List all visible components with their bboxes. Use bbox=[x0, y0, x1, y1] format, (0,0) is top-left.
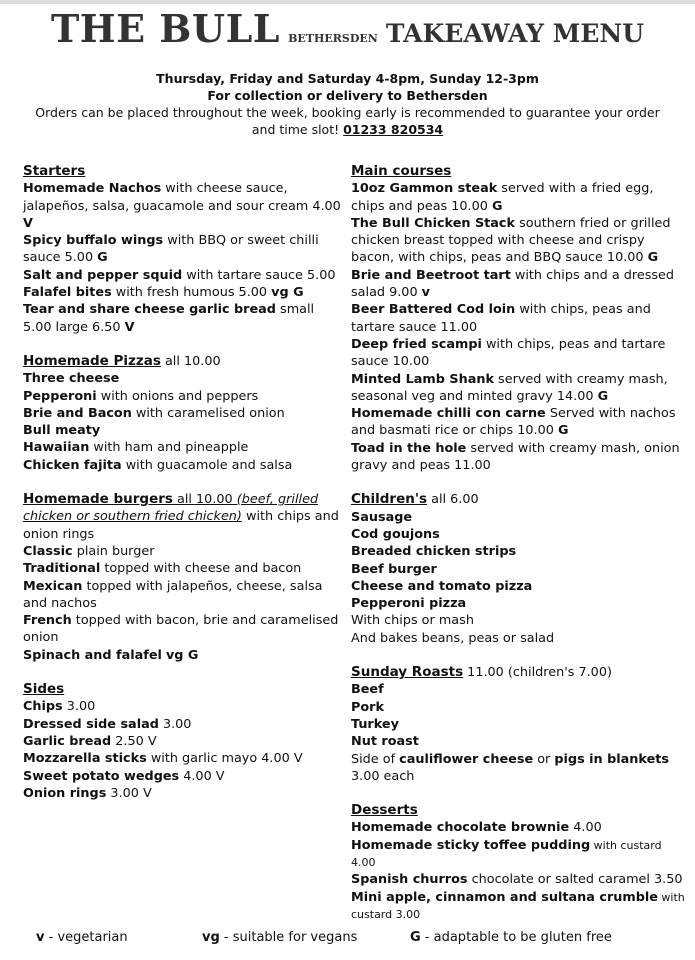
menu-item bbox=[351, 405, 687, 440]
item-description: with BBQ or sweet chilli sauce 5.00 bbox=[23, 233, 319, 266]
menu-title: TAKEAWAY MENU bbox=[385, 19, 645, 48]
intro-block bbox=[0, 70, 695, 138]
item-note: with custard 4.00 bbox=[351, 838, 662, 869]
item-description: topped with bacon, brie and caramelised onion bbox=[23, 613, 339, 646]
item-description: 3.00 V bbox=[106, 785, 152, 801]
item-name: Spinach and falafel bbox=[23, 647, 162, 663]
item-name: Tear and share cheese garlic bread bbox=[23, 302, 276, 318]
legend-text: - vegetarian bbox=[44, 930, 128, 945]
item-name: Falafel bites bbox=[23, 285, 112, 301]
legend-key: G bbox=[410, 930, 421, 945]
legend-gluten-free bbox=[410, 930, 612, 945]
pizzas-title: Homemade Pizzas bbox=[23, 352, 161, 369]
item-name: Pepperoni bbox=[23, 388, 97, 404]
pizzas-price: all 10.00 bbox=[160, 353, 221, 369]
menu-item bbox=[23, 284, 341, 301]
side-price: 3.00 each bbox=[351, 768, 415, 784]
dietary-badge: V bbox=[23, 215, 33, 231]
item-name: Bull meaty bbox=[23, 423, 101, 439]
roasts-list bbox=[351, 681, 687, 750]
menu-item bbox=[351, 371, 687, 406]
menu-item bbox=[351, 699, 687, 716]
legend-text: - adaptable to be gluten free bbox=[420, 930, 612, 945]
burgers-note: (beef, grilled chicken or southern fried chicken) bbox=[23, 492, 319, 525]
menu-item bbox=[351, 681, 687, 698]
item-name: The Bull Chicken Stack bbox=[351, 215, 516, 231]
item-name: Turkey bbox=[351, 716, 399, 732]
item-description: chocolate or salted caramel 3.50 bbox=[467, 872, 683, 888]
dietary-badge: V bbox=[124, 319, 135, 335]
phone-number[interactable]: 01233 820534 bbox=[343, 122, 444, 137]
right-column bbox=[351, 163, 687, 940]
item-name: Beef burger bbox=[351, 561, 437, 577]
item-description: with garlic mayo 4.00 V bbox=[146, 751, 303, 767]
item-description: with onions and peppers bbox=[96, 388, 259, 404]
item-description: with cheese sauce, jalapeños, salsa, guacamole and sour cream 4.00 bbox=[23, 181, 341, 214]
menu-item bbox=[23, 578, 341, 613]
starters-list bbox=[23, 180, 341, 336]
item-description: 2.50 V bbox=[111, 733, 157, 749]
menu-item bbox=[351, 578, 687, 595]
mains-title: Main courses bbox=[351, 163, 452, 179]
item-description: southern fried or grilled chicken breast topped with cheese and crispy bacon, with chips, peas and BBQ sauce 10.00 bbox=[351, 215, 671, 266]
item-description: topped with cheese and bacon bbox=[100, 561, 302, 577]
section-heading bbox=[23, 491, 341, 543]
burgers-list bbox=[23, 543, 341, 664]
dietary-badge: G bbox=[97, 250, 108, 266]
burgers-section bbox=[23, 491, 341, 664]
desserts-list bbox=[351, 819, 687, 923]
mains-section bbox=[351, 163, 687, 474]
item-name: Three cheese bbox=[23, 371, 120, 387]
item-name: Deep fried scampi bbox=[351, 336, 482, 352]
item-name: Classic bbox=[23, 543, 73, 559]
dietary-badge: G bbox=[557, 423, 569, 439]
menu-item bbox=[351, 180, 687, 215]
menu-item bbox=[351, 819, 687, 836]
item-description: plain burger bbox=[72, 543, 155, 559]
menu-item bbox=[351, 889, 687, 924]
menu-item bbox=[351, 543, 687, 560]
left-column bbox=[23, 163, 341, 819]
item-name: Breaded chicken strips bbox=[351, 544, 517, 560]
roasts-price: 11.00 (children's 7.00) bbox=[463, 665, 612, 681]
item-name: Chicken fajita bbox=[23, 457, 122, 473]
item-name: Homemade chilli con carne bbox=[351, 406, 546, 422]
menu-item bbox=[351, 561, 687, 578]
item-name: Cheese and tomato pizza bbox=[351, 578, 533, 594]
menu-item bbox=[23, 768, 341, 785]
menu-item bbox=[351, 595, 687, 612]
dietary-badge: v bbox=[421, 285, 431, 301]
sides-title: Sides bbox=[23, 681, 65, 698]
dietary-badge: vg G bbox=[165, 647, 199, 663]
starters-title: Starters bbox=[23, 163, 86, 179]
item-name: Beef bbox=[351, 682, 384, 698]
legend-vegan bbox=[202, 930, 357, 945]
menu-item bbox=[351, 716, 687, 733]
restaurant-name: THE BULL bbox=[50, 6, 281, 51]
desserts-title: Desserts bbox=[351, 802, 418, 819]
menu-item bbox=[23, 750, 341, 767]
item-description: served with a fried egg, chips and peas 10.00 bbox=[351, 181, 654, 214]
item-name: Hawaiian bbox=[23, 440, 90, 456]
menu-item bbox=[351, 837, 687, 872]
item-name: Brie and Bacon bbox=[23, 405, 132, 421]
menu-item bbox=[23, 698, 341, 715]
roasts-title: Sunday Roasts bbox=[351, 664, 464, 681]
menu-item bbox=[351, 301, 687, 336]
item-description: with chips, peas and tartare sauce 10.00 bbox=[351, 336, 666, 370]
top-divider bbox=[0, 0, 695, 4]
restaurant-location: BETHERSDEN bbox=[288, 32, 378, 45]
item-name: Salt and pepper squid bbox=[23, 267, 183, 283]
item-name: Minted Lamb Shank bbox=[351, 371, 494, 387]
item-description: with chips and a dressed salad 9.00 bbox=[351, 267, 675, 301]
burgers-price: all 10.00 bbox=[172, 492, 233, 508]
dietary-badge: G bbox=[647, 250, 659, 266]
menu-item bbox=[23, 370, 341, 387]
item-name: Homemade Nachos bbox=[23, 181, 162, 197]
side-text: or bbox=[533, 751, 555, 767]
item-name: Sausage bbox=[351, 509, 413, 525]
menu-item bbox=[23, 612, 341, 647]
item-description: topped with jalapeños, cheese, salsa and nachos bbox=[23, 578, 323, 611]
legend-key: v bbox=[36, 930, 45, 945]
legend-text: - suitable for vegans bbox=[219, 930, 358, 945]
item-description: 3.00 bbox=[158, 716, 192, 732]
dietary-badge: G bbox=[491, 198, 503, 214]
menu-item bbox=[351, 871, 687, 888]
side-option: cauliflower cheese bbox=[399, 751, 534, 767]
item-description: with chips, peas and tartare sauce 11.00 bbox=[351, 302, 651, 335]
childrens-list bbox=[351, 509, 687, 613]
childrens-section bbox=[351, 491, 687, 647]
menu-item bbox=[23, 232, 341, 267]
item-description: with guacamole and salsa bbox=[121, 457, 293, 473]
mains-list bbox=[351, 180, 687, 474]
item-name: Mini apple, cinnamon and sultana crumble bbox=[351, 889, 658, 905]
pizzas-section bbox=[23, 353, 341, 474]
menu-item bbox=[23, 180, 341, 232]
item-description: with tartare sauce 5.00 bbox=[182, 267, 336, 283]
item-name: Spicy buffalo wings bbox=[23, 233, 164, 249]
item-description: served with creamy mash, onion gravy and peas 11.00 bbox=[351, 440, 680, 474]
menu-item bbox=[23, 457, 341, 474]
item-description: served with creamy mash, seasonal veg and minted gravy 14.00 bbox=[351, 371, 668, 404]
pizzas-list bbox=[23, 370, 341, 474]
childrens-price: all 6.00 bbox=[427, 492, 479, 508]
item-name: Dressed side salad bbox=[23, 716, 159, 732]
item-name: Nut roast bbox=[351, 734, 419, 750]
menu-item bbox=[351, 509, 687, 526]
menu-item bbox=[351, 440, 687, 475]
menu-item bbox=[23, 388, 341, 405]
sides-section bbox=[23, 681, 341, 802]
item-name: Homemade sticky toffee pudding bbox=[351, 837, 591, 853]
menu-item bbox=[23, 267, 341, 284]
starters-section bbox=[23, 163, 341, 336]
side-option: pigs in blankets bbox=[554, 751, 669, 767]
menu-item bbox=[351, 267, 687, 302]
booking-note-cont bbox=[0, 121, 695, 138]
item-name: Chips bbox=[23, 699, 63, 715]
menu-item bbox=[23, 301, 341, 336]
item-name: Sweet potato wedges bbox=[23, 768, 180, 784]
collection-note: For collection or delivery to Bethersden bbox=[207, 88, 488, 103]
menu-item bbox=[351, 215, 687, 267]
menu-item bbox=[23, 560, 341, 577]
item-description: 4.00 bbox=[569, 820, 602, 836]
item-name: Pepperoni pizza bbox=[351, 596, 467, 612]
legend-key: vg bbox=[202, 930, 220, 945]
item-name: Pork bbox=[351, 699, 384, 715]
menu-item bbox=[23, 405, 341, 422]
menu-item bbox=[351, 526, 687, 543]
item-name: Beer Battered Cod loin bbox=[351, 302, 516, 318]
childrens-extra: And bakes beans, peas or salad bbox=[351, 630, 555, 646]
item-name: Onion rings bbox=[23, 785, 107, 801]
item-name: Mexican bbox=[23, 578, 83, 594]
booking-note-tail: and time slot! bbox=[251, 122, 344, 137]
item-name: Toad in the hole bbox=[351, 440, 467, 456]
menu-item bbox=[23, 543, 341, 560]
item-name: Traditional bbox=[23, 561, 101, 577]
childrens-title: Children's bbox=[351, 491, 428, 508]
legend-vegetarian bbox=[36, 930, 128, 945]
item-name: Cod goujons bbox=[351, 526, 440, 542]
section-heading bbox=[351, 802, 687, 819]
roasts-section bbox=[351, 664, 687, 785]
item-description: with ham and pineapple bbox=[89, 440, 249, 456]
section-heading bbox=[351, 163, 687, 180]
item-name: Garlic bread bbox=[23, 733, 112, 749]
side-text: Side of bbox=[351, 751, 400, 767]
menu-item bbox=[23, 785, 341, 802]
item-name: Homemade chocolate brownie bbox=[351, 820, 570, 836]
opening-hours: Thursday, Friday and Saturday 4-8pm, Sunday 12-3pm bbox=[156, 71, 539, 86]
menu-item bbox=[23, 647, 341, 664]
section-heading bbox=[23, 353, 341, 370]
item-name: Mozzarella sticks bbox=[23, 751, 147, 767]
item-description: small 5.00 large 6.50 bbox=[23, 302, 315, 335]
item-note: with custard 3.00 bbox=[351, 890, 685, 921]
menu-item bbox=[23, 422, 341, 439]
dietary-badge: vg G bbox=[271, 285, 304, 301]
item-description: with fresh humous 5.00 bbox=[111, 285, 272, 301]
item-description: Served with nachos and basmati rice or chips 10.00 bbox=[351, 406, 676, 439]
menu-header bbox=[0, 6, 695, 51]
item-description: 4.00 V bbox=[179, 768, 225, 784]
burgers-title: Homemade burgers bbox=[23, 491, 173, 508]
sides-list bbox=[23, 698, 341, 802]
section-heading bbox=[351, 491, 687, 508]
dietary-badge: G bbox=[597, 388, 609, 404]
menu-item bbox=[351, 336, 687, 371]
roasts-side bbox=[351, 751, 687, 786]
section-heading bbox=[23, 681, 341, 698]
menu-item bbox=[23, 716, 341, 733]
section-heading bbox=[23, 163, 341, 180]
menu-item bbox=[351, 733, 687, 750]
item-name: Brie and Beetroot tart bbox=[351, 267, 511, 283]
menu-item bbox=[23, 733, 341, 750]
item-name: 10oz Gammon steak bbox=[351, 181, 498, 197]
item-description: 3.00 bbox=[62, 699, 96, 715]
menu-item bbox=[23, 439, 341, 456]
item-name: French bbox=[23, 613, 72, 629]
section-heading bbox=[351, 664, 687, 681]
item-name: Spanish churros bbox=[351, 872, 468, 888]
booking-note: Orders can be placed throughout the week, booking early is recommended to guarantee your order bbox=[35, 105, 660, 120]
desserts-section bbox=[351, 802, 687, 923]
burgers-note-tail: with chips and onion rings bbox=[23, 509, 339, 542]
item-description: with caramelised onion bbox=[131, 405, 285, 421]
childrens-extra: With chips or mash bbox=[351, 613, 474, 629]
